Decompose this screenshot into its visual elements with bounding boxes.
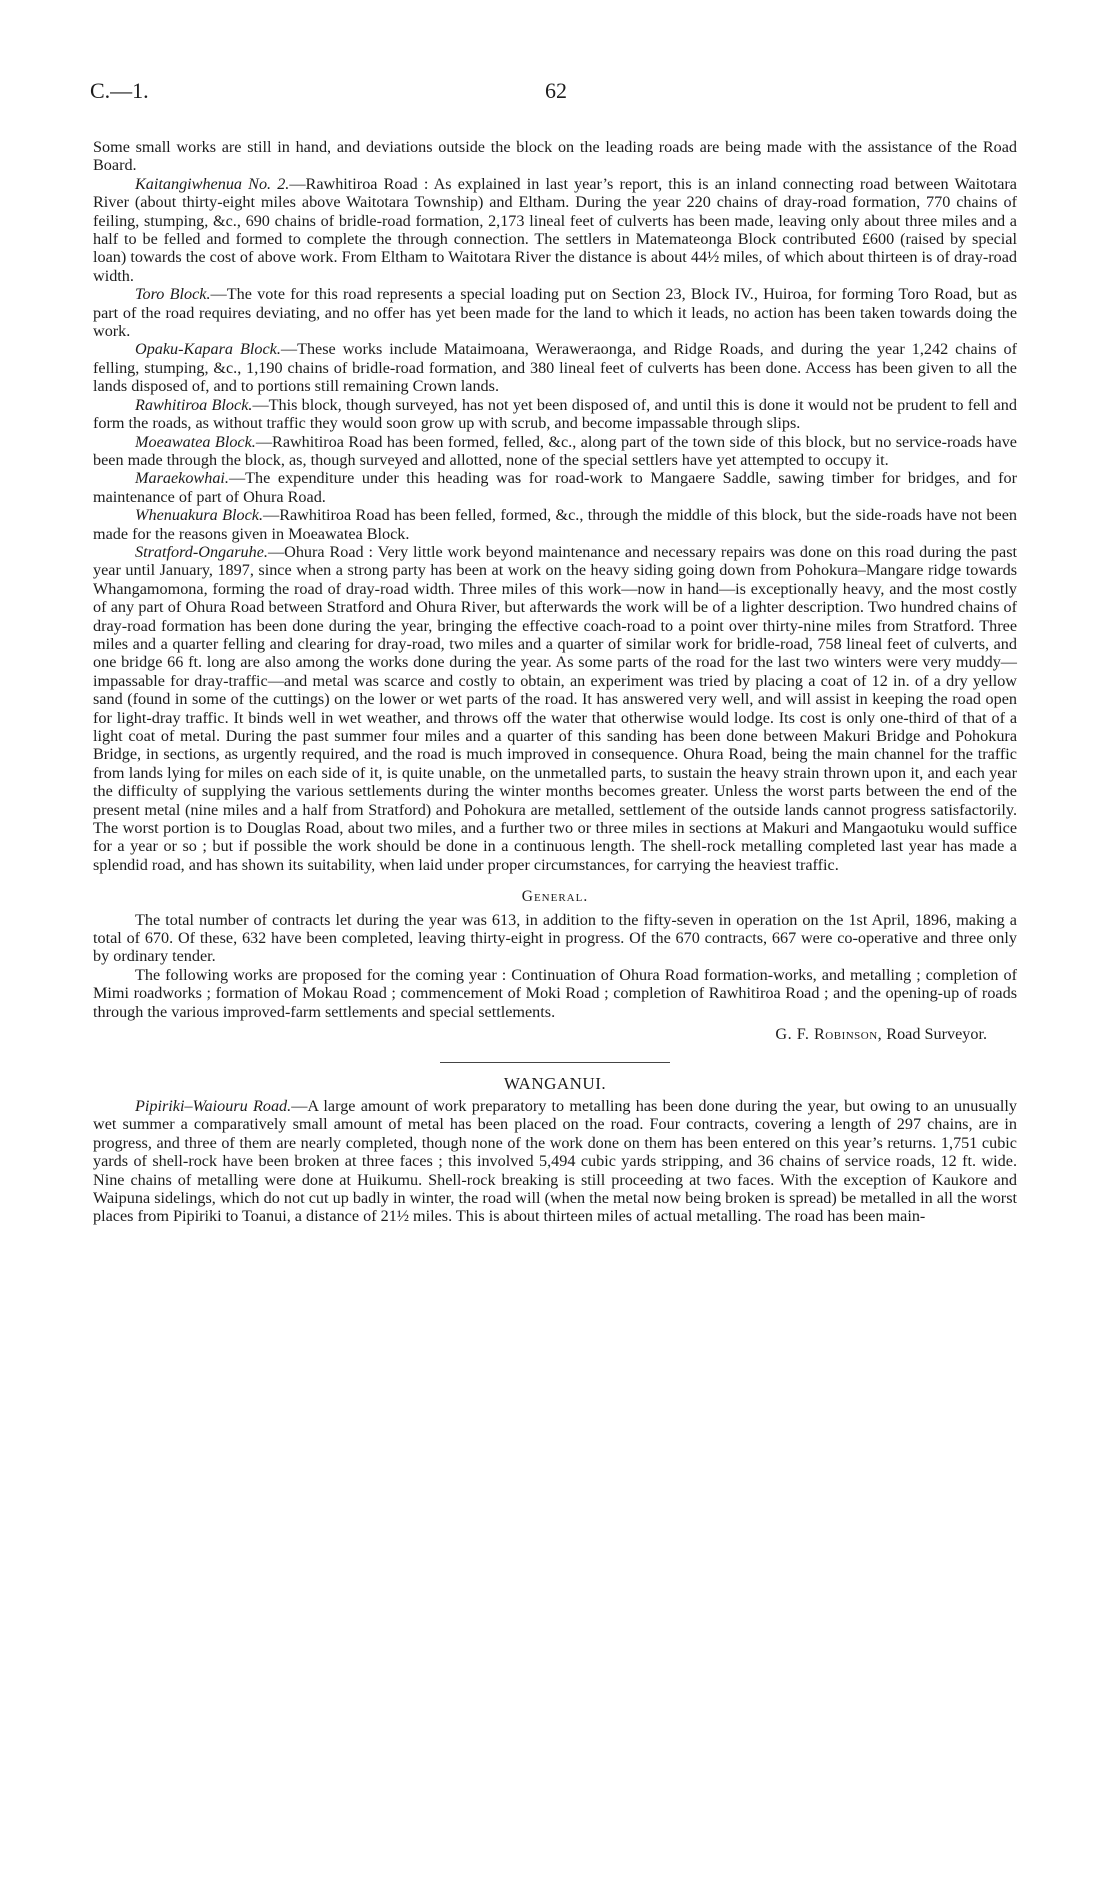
signature-name: G. F. Robinson, bbox=[775, 1025, 883, 1044]
section-kaitangiwhenua bbox=[93, 175, 1017, 285]
section-opaku-kapara bbox=[93, 340, 1017, 395]
section-divider bbox=[440, 1062, 670, 1063]
body-text bbox=[93, 138, 1017, 1226]
section-toro-block bbox=[93, 285, 1017, 340]
section-text: —Rawhitiroa Road has been formed, felled, &c., along part of the town side of this block, but no service-roads have been made through the block, as, though surveyed and allotted, none of the special settlers have yet attempted to occupy it. bbox=[93, 432, 1017, 469]
section-title: Pipiriki–Waiouru Road. bbox=[135, 1096, 292, 1115]
section-text: —A large amount of work preparatory to metalling has been done during the year, but owing to an unusually wet summer a comparatively small amount of metal has been placed on the road. Four contracts, covering a length of 297 chains, are in progress, and three of them are nearly completed, though none of the work done on them has been entered on this year’s returns. 1,751 cubic yards of shell-rock have been broken at three faces ; this involved 5,494 cubic yards stripping, and 36 chains of service roads, 12 ft. wide. Nine chains of metalling were done at Huikumu. Shell-rock breaking is still proceeding at two faces. With the exception of Kaukore and Waipuna sidelings, which do not cut up badly in winter, the road will (when the metal now being broken is spread) be metalled in all the worst places from Pipiriki to Toanui, a distance of 21½ miles. This is about thirteen miles of actual metalling. The road has been main- bbox=[93, 1096, 1018, 1226]
section-text: —These works include Mataimoana, Weraweraonga, and Ridge Roads, and during the year 1,242 chains of felling, stumping, &c., 1,190 chains of bridle-road formation, and 380 lineal feet of culverts has been done. Access has been given to all the lands disposed of, and to portions still remaining Crown lands. bbox=[93, 340, 1017, 396]
section-title: Opaku-Kapara Block. bbox=[135, 340, 281, 359]
section-text: —The vote for this road represents a special loading put on Section 23, Block IV., Huiroa, for forming Toro Road, but as part of the road requires deviating, and no offer has yet been made for the land to which it leads, no action has been taken towards doing the work. bbox=[93, 285, 1017, 341]
signature-title: Road Surveyor. bbox=[886, 1025, 987, 1044]
section-text: —Rawhitiroa Road : As explained in last year’s report, this is an inland connecting road between Waitotara River (about thirty-eight miles above Waitotara Township) and Eltham. During the year 220 chains of dray-road formation, 770 chains of feiling, stumping, &c., 690 chains of bridle-road formation, 2,173 lineal feet of culverts has been made, leaving only about three miles and a half to be felled and formed to complete the through connection. The settlers in Matemateonga Block contributed £600 (raised by special loan) towards the cost of above work. From Eltham to Waitotara River the distance is about 44½ miles, of which about thirteen is of dray-road width. bbox=[93, 174, 1017, 285]
general-paragraph-2: The following works are proposed for the coming year : Continuation of Ohura Road formation-works, and metalling ; completion of Mimi roadworks ; formation of Mokau Road ; commencement of Moki Road ; completion of Rawhitiroa Road ; and the opening-up of roads through the various improved-farm settlements and special settlements. bbox=[93, 965, 1017, 1021]
section-text: —Ohura Road : Very little work beyond maintenance and necessary repairs was done on this road during the past year until January, 1897, since when a strong party has been at work on the heavy siding going down from Pohokura–Mangare ridge towards Whangamomona, forming the road of dray-road width. Three miles of this work—now in hand—is exceptionally heavy, and the most costly of any part of Ohura Road between Stratford and Ohura River, but afterwards the work will be of a lighter description. Two hundred chains of dray-road formation has been done during the year, bringing the effective coach-road to a point over thirty-nine miles from Stratford. Three miles and a quarter felling and clearing for dray-road, two miles and a quarter of similar work for bridle-road, 758 lineal feet of culverts, and one bridge 66 ft. long are also among the works done during the year. As some parts of the road for the last two winters were very muddy—impassable for dray-traffic—and metal was scarce and costly to obtain, an experiment was tried by placing a coat of 12 in. of a dry yellow sand (found in some of the cuttings) on the lower or wet parts of the road. It has answered very well, and will assist in keeping the road open for light-dray traffic. It binds well in wet weather, and throws off the water that otherwise would lodge. Its cost is only one-third of that of a light coat of metal. During the past summer four miles and a quarter of this sanding has been done between Makuri Bridge and Pohokura Bridge, in sections, as urgently required, and the road is much improved in consequence. Ohura Road, being the main channel for the traffic from lands lying for miles on each side of it, is quite unable, on the unmetalled parts, to sustain the heavy strain thrown upon it, and each year the difficulty of supplying the various settlements during the winter months becomes greater. Unless the worst parts between the end of the present metal (nine miles and a half from Stratford) and Pohokura are metalled, settlement of the outside lands cannot progress satisfactorily. The worst portion is to Douglas Road, about two miles, and a further two or three miles in sections at Makuri and Mangaotuku would suffice for a year or so ; but if possible the work should be done in a continuous length. The shell-rock metalling completed last year has made a splendid road, and has shown its suitability, when laid under proper circumstances, for carrying the heaviest traffic. bbox=[93, 542, 1017, 874]
intro-paragraph: Some small works are still in hand, and deviations outside the block on the leading roads are being made with the assistance of the Road Board. bbox=[93, 138, 1017, 175]
section-title: Rawhitiroa Block. bbox=[135, 395, 253, 414]
section-rawhitiroa-block bbox=[93, 396, 1017, 433]
general-paragraph-1: The total number of contracts let during the year was 613, in addition to the fifty-seven in operation on the 1st April, 1896, making a total of 670. Of these, 632 have been completed, leaving thirty-eight in progress. Of the 670 contracts, 667 were co-operative and three only by ordinary tender. bbox=[93, 910, 1017, 966]
section-text: —Rawhitiroa Road has been felled, formed, &c., through the middle of this block, but the side-roads have not been made for the reasons given in Moeawatea Block. bbox=[93, 506, 1017, 543]
section-title: Kaitangiwhenua No. 2. bbox=[135, 174, 290, 193]
section-text: —The expenditure under this heading was for road-work to Mangaere Saddle, sawing timber for bridges, and for maintenance of part of Ohura Road. bbox=[93, 469, 1017, 506]
wanganui-heading: WANGANUI. bbox=[503, 1073, 607, 1093]
section-text: —This block, though surveyed, has not yet been disposed of, and until this is done it would not be prudent to fell and form the roads, as without traffic they would soon grow up with scrub, and become impassable through slips. bbox=[93, 395, 1017, 433]
section-title: Stratford-Ongaruhe. bbox=[135, 542, 268, 561]
document-reference: C.—1. bbox=[90, 78, 149, 103]
section-pipiriki-waiouru bbox=[93, 1097, 1017, 1226]
section-title: Moeawatea Block. bbox=[135, 432, 256, 451]
section-title: Maraekowhai. bbox=[135, 469, 229, 488]
section-whenuakura-block bbox=[93, 506, 1017, 543]
signature bbox=[93, 1025, 987, 1043]
page-number: 62 bbox=[545, 78, 567, 103]
section-title: Whenuakura Block. bbox=[135, 506, 264, 525]
section-moeawatea-block bbox=[93, 433, 1017, 470]
section-stratford-ongaruhe bbox=[93, 543, 1017, 874]
general-heading: General. bbox=[521, 888, 589, 906]
section-title: Toro Block. bbox=[135, 285, 211, 304]
running-head bbox=[90, 78, 1024, 108]
section-maraekowhai bbox=[93, 469, 1017, 506]
